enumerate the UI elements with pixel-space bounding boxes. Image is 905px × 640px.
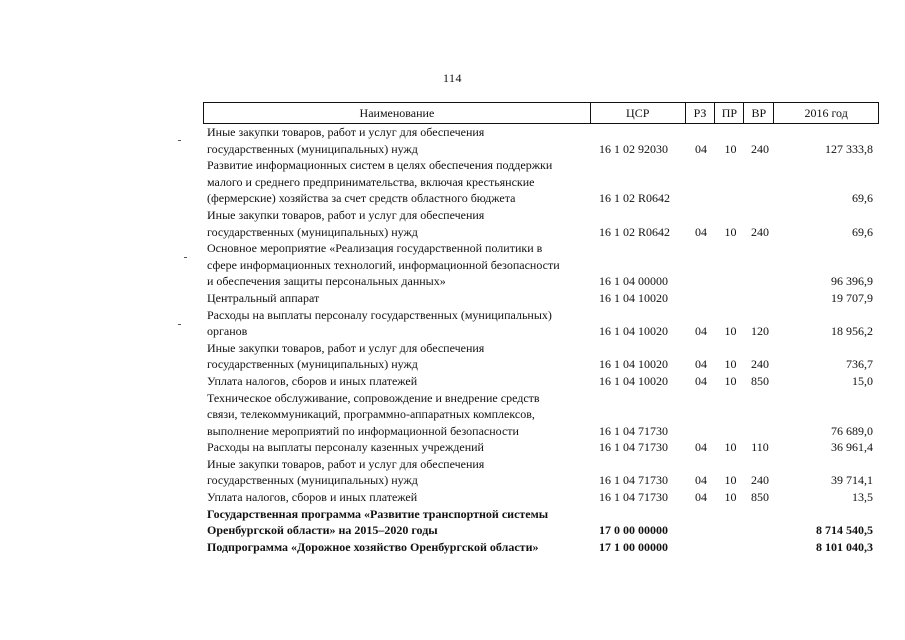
row-name-line: Иные закупки товаров, работ и услуг для обеспечения bbox=[207, 456, 485, 471]
row-name-line: Техническое обслуживание, сопровождение и внедрение средств bbox=[207, 390, 540, 405]
row-pr: 10 bbox=[724, 373, 737, 388]
row-pr: 10 bbox=[724, 224, 737, 239]
row-amount: 15,0 bbox=[852, 373, 873, 388]
table-row bbox=[203, 506, 879, 539]
row-name bbox=[203, 489, 591, 506]
row-rz: 04 bbox=[695, 141, 707, 156]
table-row bbox=[203, 157, 879, 207]
row-name-line: государственных (муниципальных) нужд bbox=[207, 473, 418, 488]
row-name bbox=[203, 124, 591, 157]
row-amount: 76 689,0 bbox=[831, 423, 873, 438]
header-rz: РЗ bbox=[686, 103, 716, 123]
row-name bbox=[203, 340, 591, 373]
row-pr: 10 bbox=[724, 440, 737, 455]
margin-mark bbox=[184, 257, 187, 258]
row-csr: 16 1 04 71730 bbox=[599, 473, 668, 488]
row-csr: 16 1 04 10020 bbox=[599, 324, 668, 339]
row-csr: 16 1 04 10020 bbox=[599, 373, 668, 388]
row-amount: 36 961,4 bbox=[831, 440, 873, 455]
row-rz: 04 bbox=[695, 224, 707, 239]
table-header bbox=[203, 102, 879, 124]
table-row bbox=[203, 290, 879, 307]
row-pr: 10 bbox=[724, 324, 737, 339]
row-name bbox=[203, 439, 591, 456]
budget-table bbox=[203, 102, 879, 555]
table-row bbox=[203, 390, 879, 440]
row-vr: 240 bbox=[751, 141, 769, 156]
header-pr: ПР bbox=[715, 103, 744, 123]
row-name-line: Государственная программа «Развитие транспортной системы bbox=[207, 506, 549, 521]
row-rz: 04 bbox=[695, 473, 707, 488]
row-pr: 10 bbox=[724, 473, 737, 488]
row-name-line: выполнение мероприятий по информационной безопасности bbox=[207, 423, 519, 438]
row-vr: 240 bbox=[751, 357, 769, 372]
row-name-line: органов bbox=[207, 324, 248, 339]
row-name-line: Расходы на выплаты персоналу государственных (муниципальных) bbox=[207, 307, 552, 322]
row-name-line: государственных (муниципальных) нужд bbox=[207, 224, 418, 239]
row-name-line: Уплата налогов, сборов и иных платежей bbox=[207, 373, 418, 388]
row-vr: 240 bbox=[751, 224, 769, 239]
row-name-line: Расходы на выплаты персоналу казенных учреждений bbox=[207, 440, 484, 455]
row-csr: 16 1 02 92030 bbox=[599, 141, 668, 156]
row-name-line: Центральный аппарат bbox=[207, 290, 320, 305]
page-number: 114 bbox=[442, 71, 463, 85]
row-name-line: Развитие информационных систем в целях обеспечения поддержки bbox=[207, 158, 553, 173]
table-row bbox=[203, 489, 879, 506]
row-name bbox=[203, 539, 591, 556]
row-amount: 736,7 bbox=[846, 357, 873, 372]
header-vr: ВР bbox=[744, 103, 774, 123]
row-vr: 240 bbox=[751, 473, 769, 488]
row-csr: 16 1 04 10020 bbox=[599, 357, 668, 372]
row-csr: 16 1 02 R0642 bbox=[599, 224, 671, 239]
row-name bbox=[203, 456, 591, 489]
row-name-line: Иные закупки товаров, работ и услуг для обеспечения bbox=[207, 340, 485, 355]
row-rz: 04 bbox=[695, 324, 707, 339]
table-row bbox=[203, 240, 879, 290]
row-amount: 13,5 bbox=[852, 490, 873, 505]
row-name bbox=[203, 207, 591, 240]
row-csr: 17 0 00 00000 bbox=[599, 523, 668, 538]
row-name-line: Оренбургской области» на 2015–2020 годы bbox=[207, 523, 438, 538]
row-name bbox=[203, 390, 591, 440]
row-pr: 10 bbox=[724, 357, 737, 372]
row-vr: 120 bbox=[751, 324, 769, 339]
row-amount: 18 956,2 bbox=[831, 324, 873, 339]
row-name bbox=[203, 290, 591, 307]
row-csr: 16 1 04 71730 bbox=[599, 423, 668, 438]
row-amount: 8 714 540,5 bbox=[816, 523, 873, 538]
row-csr: 16 1 04 71730 bbox=[599, 490, 668, 505]
row-rz: 04 bbox=[695, 440, 707, 455]
row-name bbox=[203, 373, 591, 390]
row-amount: 69,6 bbox=[852, 224, 873, 239]
row-pr: 10 bbox=[724, 490, 737, 505]
row-name-line: связи, телекоммуникаций, программно-аппаратных комплексов, bbox=[207, 407, 535, 422]
row-csr: 17 1 00 00000 bbox=[599, 539, 668, 554]
table-row bbox=[203, 373, 879, 390]
row-amount: 8 101 040,3 bbox=[816, 539, 873, 554]
table-row bbox=[203, 307, 879, 340]
row-name-line: государственных (муниципальных) нужд bbox=[207, 141, 418, 156]
row-name-line: Основное мероприятие «Реализация государственной политики в bbox=[207, 241, 543, 256]
row-rz: 04 bbox=[695, 373, 707, 388]
header-name: Наименование bbox=[204, 103, 591, 123]
row-name bbox=[203, 157, 591, 207]
row-vr: 850 bbox=[751, 373, 769, 388]
row-amount: 19 707,9 bbox=[831, 290, 873, 305]
row-name bbox=[203, 240, 591, 290]
table-body bbox=[203, 124, 879, 555]
table-row bbox=[203, 456, 879, 489]
table-row bbox=[203, 439, 879, 456]
table-row bbox=[203, 207, 879, 240]
row-csr: 16 1 04 71730 bbox=[599, 440, 668, 455]
table-row bbox=[203, 124, 879, 157]
table-row bbox=[203, 539, 879, 556]
table-row bbox=[203, 340, 879, 373]
header-csr: ЦСР bbox=[591, 103, 686, 123]
row-vr: 110 bbox=[751, 440, 769, 455]
row-name-line: и обеспечения защиты персональных данных» bbox=[207, 274, 446, 289]
row-amount: 39 714,1 bbox=[831, 473, 873, 488]
margin-mark bbox=[178, 324, 181, 325]
header-year: 2016 год bbox=[804, 105, 848, 120]
row-name-line: малого и среднего предпринимательства, включая крестьянские bbox=[207, 174, 535, 189]
row-name bbox=[203, 506, 591, 539]
margin-mark bbox=[178, 140, 181, 141]
row-name-line: (фермерские) хозяйства за счет средств областного бюджета bbox=[207, 191, 516, 206]
row-csr: 16 1 02 R0642 bbox=[599, 191, 671, 206]
row-csr: 16 1 04 00000 bbox=[599, 274, 668, 289]
row-csr: 16 1 04 10020 bbox=[599, 290, 668, 305]
row-rz: 04 bbox=[695, 490, 707, 505]
row-pr: 10 bbox=[724, 141, 737, 156]
row-name-line: Иные закупки товаров, работ и услуг для обеспечения bbox=[207, 207, 485, 222]
row-vr: 850 bbox=[751, 490, 769, 505]
row-name-line: Уплата налогов, сборов и иных платежей bbox=[207, 490, 418, 505]
row-name-line: сфере информационных технологий, информационной безопасности bbox=[207, 257, 560, 272]
row-amount: 96 396,9 bbox=[831, 274, 873, 289]
row-name-line: Иные закупки товаров, работ и услуг для обеспечения bbox=[207, 125, 485, 139]
row-name bbox=[203, 307, 591, 340]
row-name-line: Подпрограмма «Дорожное хозяйство Оренбургской области» bbox=[207, 539, 539, 554]
row-name-line: государственных (муниципальных) нужд bbox=[207, 357, 418, 372]
row-rz: 04 bbox=[695, 357, 707, 372]
row-amount: 69,6 bbox=[852, 191, 873, 206]
row-amount: 127 333,8 bbox=[825, 141, 873, 156]
